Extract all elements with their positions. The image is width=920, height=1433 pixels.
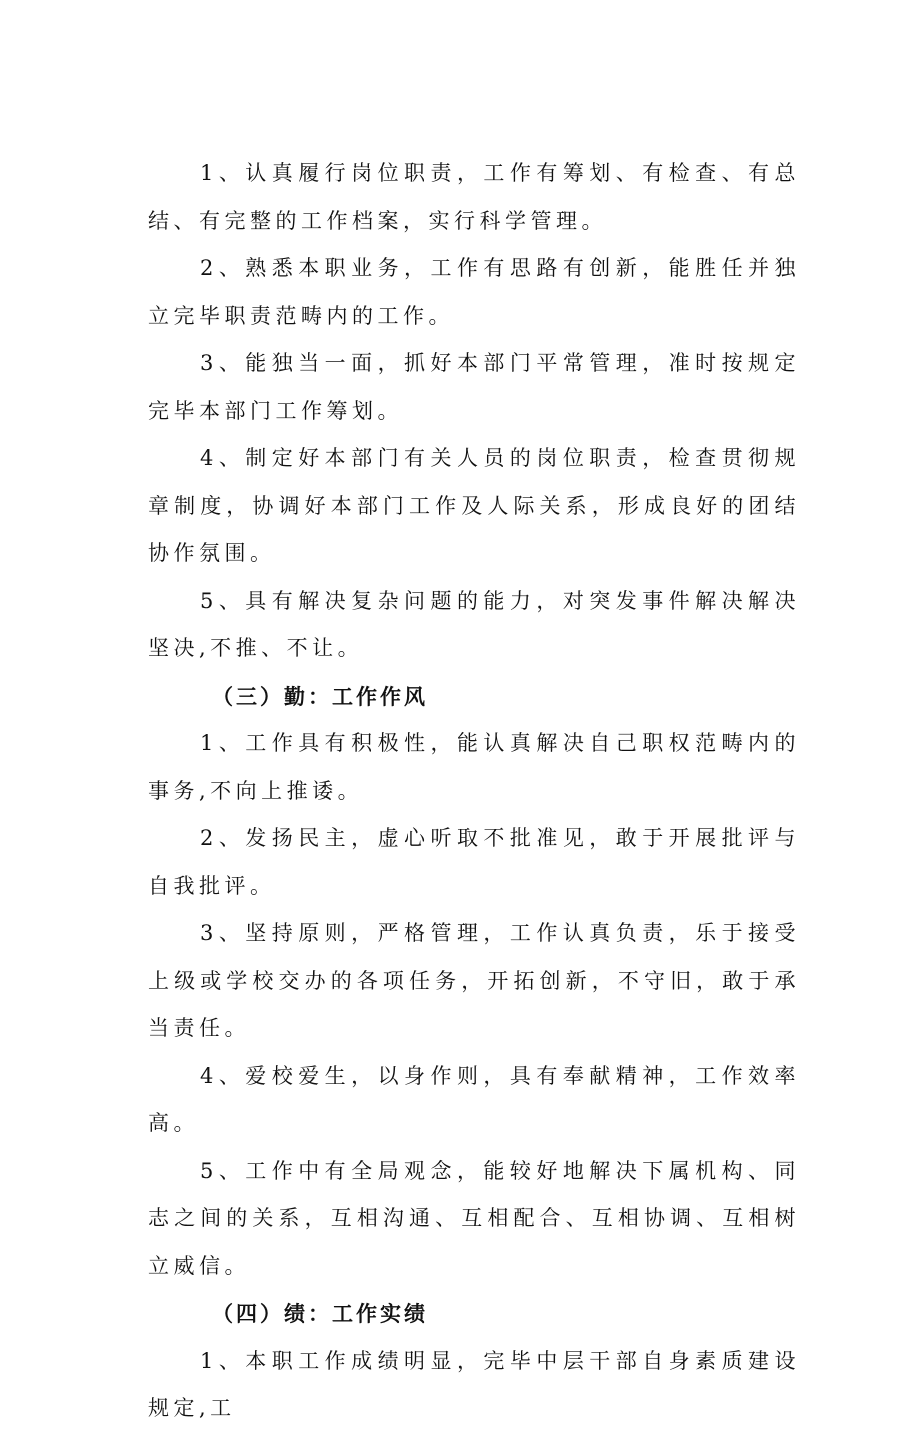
document-page xyxy=(148,150,800,1433)
paragraph: 5、工作中有全局观念，能较好地解决下属机构、同志之间的关系，互相沟通、互相配合、互相协调、互相树立威信。 xyxy=(148,1158,800,1278)
paragraph: 5、具有解决复杂问题的能力，对突发事件解决解决坚决,不推、不让。 xyxy=(148,588,800,660)
paragraph: 3、坚持原则，严格管理，工作认真负责，乐于接受上级或学校交办的各项任务，开拓创新，不守旧，敢于承当责任。 xyxy=(148,921,800,1040)
section-heading: （三）勤：工作作风 xyxy=(212,683,428,709)
section-heading: （四）绩：工作实绩 xyxy=(212,1301,428,1326)
paragraph: 4、制定好本部门有关人员的岗位职责，检查贯彻规章制度，协调好本部门工作及人际关系，形成良好的团结协作氛围。 xyxy=(148,446,800,565)
paragraph: 2、熟悉本职业务，工作有思路有创新，能胜任并独立完毕职责范畴内的工作。 xyxy=(148,256,800,328)
paragraph: 2、发扬民主，虚心听取不批准见，敢于开展批评与自我批评。 xyxy=(148,826,800,898)
paragraph: 1、认真履行岗位职责，工作有筹划、有检查、有总结、有完整的工作档案，实行科学管理。 xyxy=(148,161,800,233)
paragraph: 1、工作具有积极性，能认真解决自己职权范畴内的事务,不向上推诿。 xyxy=(148,731,800,803)
paragraph: 3、能独当一面，抓好本部门平常管理，准时按规定完毕本部门工作筹划。 xyxy=(148,351,800,423)
paragraph: 4、爱校爱生，以身作则，具有奉献精神，工作效率高。 xyxy=(148,1063,800,1135)
paragraph: 1、本职工作成绩明显，完毕中层干部自身素质建设规定,工 xyxy=(148,1348,800,1420)
